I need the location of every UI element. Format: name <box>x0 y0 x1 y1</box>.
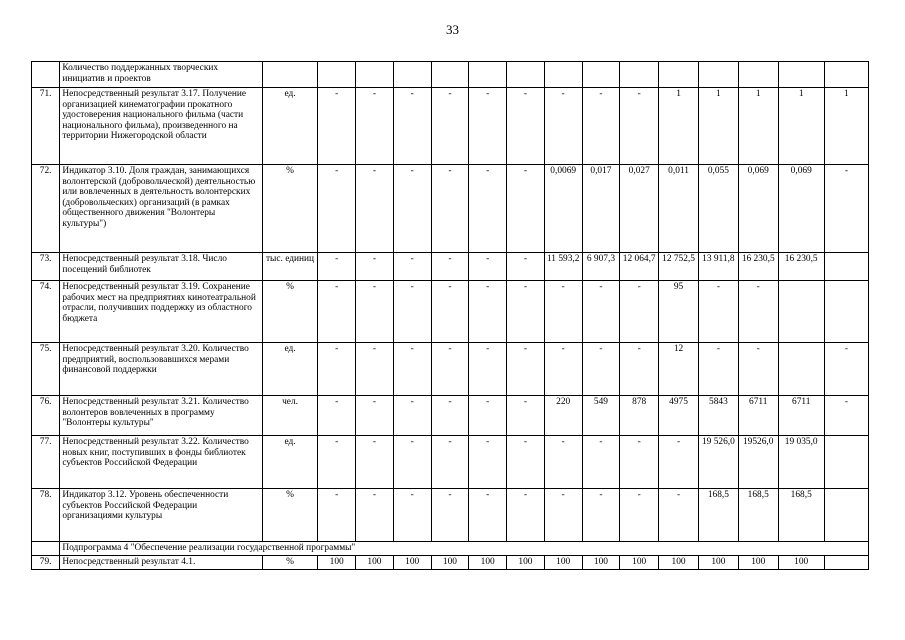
value-cell: - <box>393 281 431 343</box>
value-cell: - <box>431 165 469 253</box>
value-cell: - <box>393 436 431 489</box>
row-number: 74. <box>32 281 60 343</box>
value-cell: - <box>824 396 868 436</box>
value-cell: 12 752,5 <box>659 253 699 281</box>
value-cell: - <box>507 88 545 165</box>
value-cell: - <box>356 396 394 436</box>
value-cell: 1 <box>824 88 868 165</box>
table-row <box>32 343 869 396</box>
value-cell: 16 230,5 <box>778 253 824 281</box>
unit-cell: чел. <box>262 396 318 436</box>
value-cell: 6711 <box>738 396 778 436</box>
value-cell: - <box>507 165 545 253</box>
value-cell <box>356 62 394 88</box>
unit-cell <box>262 62 318 88</box>
value-cell <box>318 62 356 88</box>
value-cell: 1 <box>698 88 738 165</box>
value-cell: 100 <box>659 556 699 570</box>
value-cell: 6 907,3 <box>582 253 620 281</box>
value-cell: 220 <box>544 396 582 436</box>
indicator-name: Индикатор 3.12. Уровень обеспеченности субъектов Российской Федерации организациями культуры <box>60 489 262 542</box>
row-number: 71. <box>32 88 60 165</box>
value-cell: - <box>620 436 659 489</box>
value-cell <box>778 281 824 343</box>
value-cell: 100 <box>698 556 738 570</box>
value-cell: - <box>738 281 778 343</box>
value-cell: - <box>620 88 659 165</box>
table-row <box>32 281 869 343</box>
unit-cell: тыс. единиц <box>262 253 318 281</box>
value-cell: - <box>507 436 545 489</box>
value-cell: - <box>356 489 394 542</box>
value-cell: - <box>431 489 469 542</box>
value-cell: - <box>507 253 545 281</box>
value-cell: - <box>620 343 659 396</box>
page-number: 33 <box>446 22 459 37</box>
value-cell: 100 <box>431 556 469 570</box>
table-row <box>32 253 869 281</box>
table-row <box>32 489 869 542</box>
value-cell: - <box>620 489 659 542</box>
value-cell: - <box>544 281 582 343</box>
value-cell: 0,069 <box>778 165 824 253</box>
indicator-name: Количество поддержанных творческих инициатив и проектов <box>60 62 262 88</box>
value-cell: - <box>738 343 778 396</box>
value-cell: 19 035,0 <box>778 436 824 489</box>
table-row <box>32 556 869 570</box>
unit-cell: ед. <box>262 436 318 489</box>
value-cell: - <box>318 253 356 281</box>
value-cell <box>469 62 507 88</box>
table-row <box>32 88 869 165</box>
value-cell <box>698 62 738 88</box>
unit-cell: % <box>262 165 318 253</box>
row-number: 76. <box>32 396 60 436</box>
value-cell: - <box>356 165 394 253</box>
unit-cell: % <box>262 556 318 570</box>
value-cell: - <box>318 489 356 542</box>
value-cell: - <box>507 489 545 542</box>
unit-cell: ед. <box>262 343 318 396</box>
indicator-name: Непосредственный результат 3.17. Получение организацией кинематографии прокатного удостоверения национального фильма (части национального фильма), произведенного на территории Нижегородской области <box>60 88 262 165</box>
value-cell: - <box>318 281 356 343</box>
indicators-table <box>31 61 869 570</box>
row-number <box>32 542 60 556</box>
value-cell: 168,5 <box>738 489 778 542</box>
value-cell: 0,055 <box>698 165 738 253</box>
value-cell: - <box>431 281 469 343</box>
value-cell: 100 <box>620 556 659 570</box>
table-row <box>32 542 869 556</box>
value-cell: - <box>582 489 620 542</box>
value-cell: 0,0069 <box>544 165 582 253</box>
value-cell: - <box>318 88 356 165</box>
value-cell: - <box>824 165 868 253</box>
subprogram-title: Подпрограмма 4 "Обеспечение реализации государственной программы" <box>60 542 869 556</box>
value-cell <box>778 343 824 396</box>
value-cell: - <box>318 396 356 436</box>
value-cell: - <box>469 253 507 281</box>
value-cell: - <box>582 436 620 489</box>
value-cell <box>507 62 545 88</box>
value-cell: 12 064,7 <box>620 253 659 281</box>
table-row <box>32 62 869 88</box>
value-cell: - <box>318 343 356 396</box>
value-cell <box>393 62 431 88</box>
table-row <box>32 436 869 489</box>
value-cell: 5843 <box>698 396 738 436</box>
value-cell <box>824 556 868 570</box>
value-cell: 6711 <box>778 396 824 436</box>
value-cell: 16 230,5 <box>738 253 778 281</box>
value-cell: - <box>356 253 394 281</box>
value-cell: 0,017 <box>582 165 620 253</box>
value-cell: - <box>393 489 431 542</box>
value-cell: - <box>431 396 469 436</box>
value-cell: 1 <box>659 88 699 165</box>
value-cell: - <box>659 489 699 542</box>
value-cell: 100 <box>778 556 824 570</box>
value-cell: - <box>431 436 469 489</box>
value-cell: 100 <box>582 556 620 570</box>
value-cell: 100 <box>318 556 356 570</box>
table-row <box>32 165 869 253</box>
value-cell: - <box>582 281 620 343</box>
value-cell: - <box>507 396 545 436</box>
value-cell <box>659 62 699 88</box>
indicator-name: Непосредственный результат 3.21. Количество волонтеров вовлеченных в программу "Волонтеры культуры" <box>60 396 262 436</box>
indicator-name: Непосредственный результат 3.22. Количество новых книг, поступивших в фонды библиотек субъектов Российской Федерации <box>60 436 262 489</box>
row-number: 78. <box>32 489 60 542</box>
value-cell: - <box>544 88 582 165</box>
row-number: 75. <box>32 343 60 396</box>
value-cell: - <box>356 88 394 165</box>
value-cell <box>778 62 824 88</box>
value-cell: - <box>318 165 356 253</box>
value-cell: - <box>620 281 659 343</box>
value-cell: - <box>469 489 507 542</box>
indicator-name: Непосредственный результат 3.20. Количество предприятий, воспользовавшихся мерами финансовой поддержки <box>60 343 262 396</box>
value-cell: - <box>469 396 507 436</box>
value-cell <box>824 489 868 542</box>
value-cell: 100 <box>507 556 545 570</box>
value-cell: - <box>356 436 394 489</box>
indicator-name: Индикатор 3.10. Доля граждан, занимающихся волонтерской (добровольческой) деятельностью или вовлеченных в деятельность волонтерских (добровольческих) организаций (в рамках общественного движения "Волонтеры культуры") <box>60 165 262 253</box>
value-cell <box>738 62 778 88</box>
value-cell <box>824 281 868 343</box>
value-cell: - <box>431 343 469 396</box>
unit-cell: % <box>262 489 318 542</box>
value-cell: - <box>393 396 431 436</box>
value-cell: - <box>393 88 431 165</box>
indicator-name: Непосредственный результат 4.1. <box>60 556 262 570</box>
value-cell: 0,011 <box>659 165 699 253</box>
value-cell: - <box>544 436 582 489</box>
value-cell: 4975 <box>659 396 699 436</box>
row-number: 72. <box>32 165 60 253</box>
value-cell: 168,5 <box>698 489 738 542</box>
value-cell: 100 <box>393 556 431 570</box>
value-cell: - <box>469 436 507 489</box>
value-cell: - <box>698 343 738 396</box>
value-cell: 1 <box>738 88 778 165</box>
row-number: 73. <box>32 253 60 281</box>
value-cell: 100 <box>738 556 778 570</box>
value-cell: 878 <box>620 396 659 436</box>
value-cell: - <box>659 436 699 489</box>
value-cell: - <box>544 343 582 396</box>
row-number: 77. <box>32 436 60 489</box>
value-cell: - <box>318 436 356 489</box>
value-cell: - <box>431 88 469 165</box>
value-cell: - <box>393 253 431 281</box>
value-cell: - <box>469 281 507 343</box>
value-cell <box>431 62 469 88</box>
value-cell: 549 <box>582 396 620 436</box>
value-cell: - <box>469 165 507 253</box>
unit-cell: % <box>262 281 318 343</box>
value-cell: 168,5 <box>778 489 824 542</box>
value-cell: - <box>698 281 738 343</box>
value-cell <box>582 62 620 88</box>
value-cell: - <box>507 281 545 343</box>
value-cell: 100 <box>469 556 507 570</box>
value-cell <box>824 253 868 281</box>
value-cell: 95 <box>659 281 699 343</box>
value-cell: - <box>393 343 431 396</box>
value-cell: 11 593,2 <box>544 253 582 281</box>
value-cell: - <box>582 88 620 165</box>
value-cell: - <box>507 343 545 396</box>
value-cell: 19 526,0 <box>698 436 738 489</box>
value-cell: 12 <box>659 343 699 396</box>
value-cell: 1 <box>778 88 824 165</box>
value-cell: 13 911,8 <box>698 253 738 281</box>
value-cell <box>544 62 582 88</box>
value-cell: - <box>582 343 620 396</box>
value-cell: 0,069 <box>738 165 778 253</box>
value-cell <box>620 62 659 88</box>
row-number <box>32 62 60 88</box>
indicator-name: Непосредственный результат 3.19. Сохранение рабочих мест на предприятиях кинотеатральной отрасли, получивших поддержку из областного бюджета <box>60 281 262 343</box>
value-cell: 19526,0 <box>738 436 778 489</box>
value-cell: - <box>469 88 507 165</box>
value-cell: 100 <box>544 556 582 570</box>
value-cell: - <box>824 343 868 396</box>
row-number: 79. <box>32 556 60 570</box>
value-cell: - <box>356 343 394 396</box>
unit-cell: ед. <box>262 88 318 165</box>
value-cell: - <box>431 253 469 281</box>
value-cell: - <box>469 343 507 396</box>
table-row <box>32 396 869 436</box>
indicator-name: Непосредственный результат 3.18. Число посещений библиотек <box>60 253 262 281</box>
value-cell: - <box>393 165 431 253</box>
value-cell: 100 <box>356 556 394 570</box>
value-cell: 0,027 <box>620 165 659 253</box>
value-cell: - <box>544 489 582 542</box>
value-cell <box>824 436 868 489</box>
value-cell: - <box>356 281 394 343</box>
value-cell <box>824 62 868 88</box>
